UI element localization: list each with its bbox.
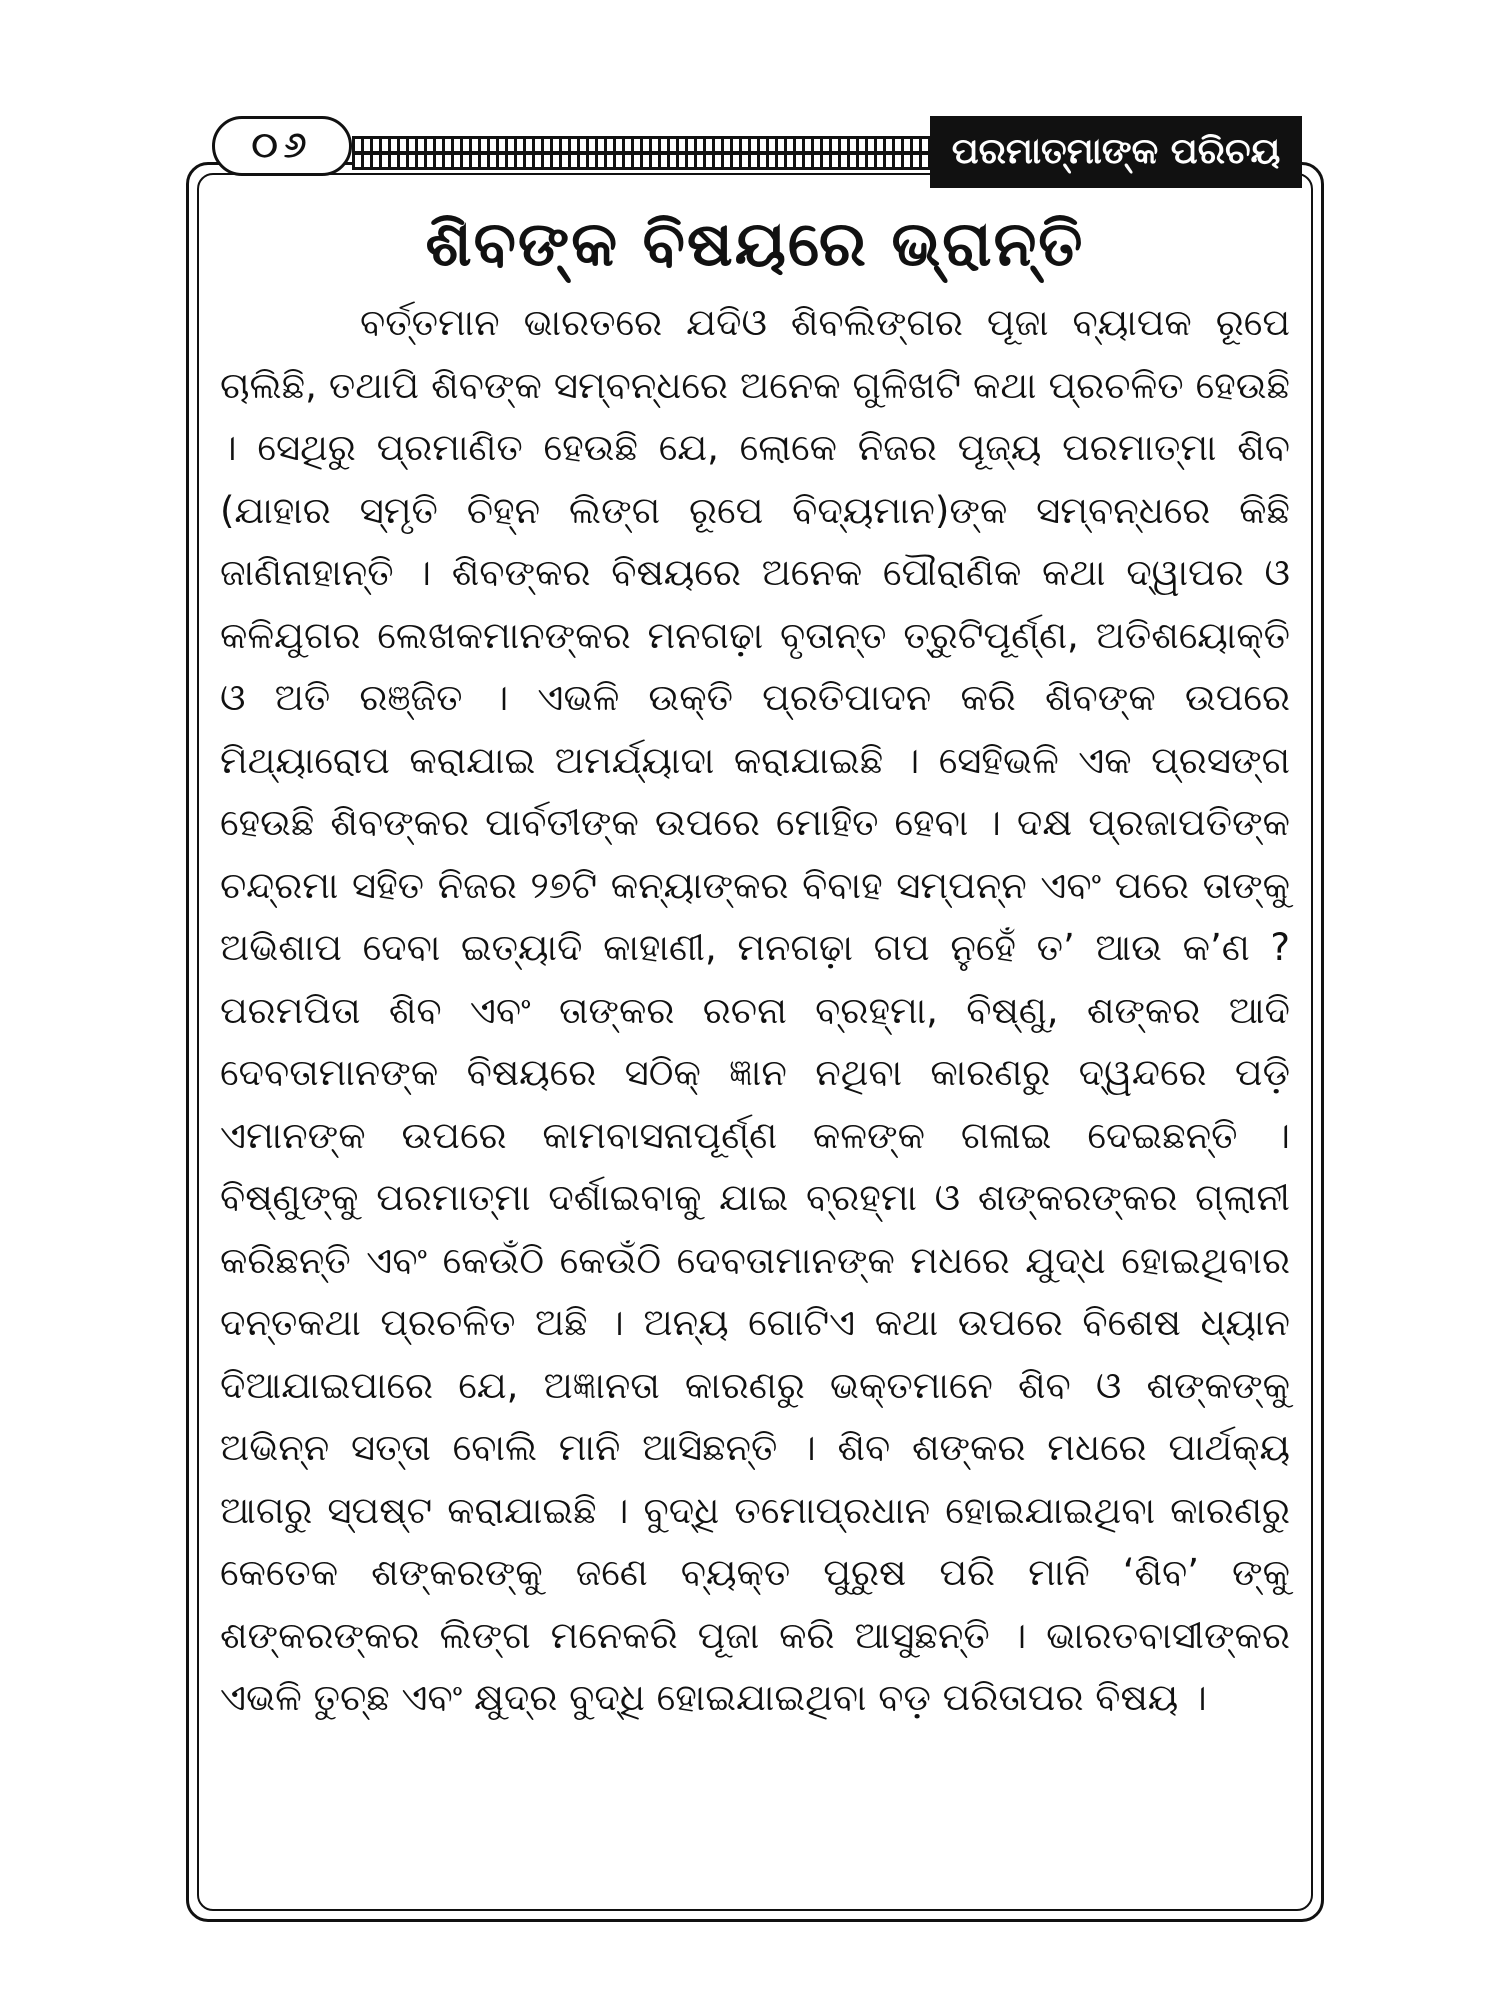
chapter-title-label: ପରମାତ୍ମାଙ୍କ ପରିଚୟ bbox=[930, 116, 1302, 188]
article-title: ଶିବଙ୍କ ବିଷୟରେ ଭ୍ରାନ୍ତି bbox=[425, 207, 1085, 280]
page-number: ୦୬ bbox=[212, 116, 352, 176]
header-decorative-bar bbox=[352, 136, 930, 170]
article-paragraph: ବର୍ତ୍ତମାନ ଭାରତରେ ଯଦିଓ ଶିବଲିଙ୍ଗର ପୂଜା ବ୍ୟାପକ ରୂପେ ଚାଲିଛି, ତଥାପି ଶିବଙ୍କ ସମ୍ବନ୍ଧରେ ଅନେକ ଗୁଳିଖଟି କଥା ପ୍ରଚଳିତ ହେଉଛି । ସେଥିରୁ ପ୍ରମାଣିତ ହେଉଛି ଯେ, ଲୋକେ ନିଜର ପୂଜ୍ୟ ପରମାତ୍ମା ଶିବ (ଯାହାର ସ୍ମୃତି ଚିହ୍ନ ଲିଙ୍ଗ ରୂପେ ବିଦ୍ୟମାନ)ଙ୍କ ସମ୍ବନ୍ଧରେ କିଛି ଜାଣିନାହାନ୍ତି । ଶିବଙ୍କର ବିଷୟରେ ଅନେକ ପୌରାଣିକ କଥା ଦ୍ୱାପର ଓ କଳିଯୁଗର ଲେଖକମାନଙ୍କର ମନଗଢ଼ା ବୃତାନ୍ତ ତ୍ରୁଟିପୂର୍ଣ୍ଣ, ଅତିଶୟୋକ୍ତି ଓ ଅତି ରଞ୍ଜିତ । ଏଭଳି ଉକ୍ତି ପ୍ରତିପାଦନ କରି ଶିବଙ୍କ ଉପରେ ମିଥ୍ୟାରୋପ କରାଯାଇ ଅମର୍ଯ୍ୟାଦା କରାଯାଇଛି । ସେହିଭଳି ଏକ ପ୍ରସଙ୍ଗ ହେଉଛି ଶିବଙ୍କର ପାର୍ବତୀଙ୍କ ଉପରେ ମୋହିତ ହେବା । ଦକ୍ଷ ପ୍ରଜାପତିଙ୍କ ଚନ୍ଦ୍ରମା ସହିତ ନିଜର ୨୭ଟି କନ୍ୟାଙ୍କର ବିବାହ ସମ୍ପନ୍ନ ଏବଂ ପରେ ତାଙ୍କୁ ଅଭିଶାପ ଦେବା ଇତ୍ୟାଦି କାହାଣୀ, ମନଗଢ଼ା ଗପ ନୁହେଁ ତ’ ଆଉ କ’ଣ ? ପରମପିତା ଶିବ ଏବଂ ତାଙ୍କର ରଚନା ବ୍ରହ୍ମା, ବିଷ୍ଣୁ, ଶଙ୍କର ଆଦି ଦେବତାମାନଙ୍କ ବିଷୟରେ ସଠିକ୍ ଜ୍ଞାନ ନଥିବା କାରଣରୁ ଦ୍ୱନ୍ଦରେ ପଡ଼ି ଏମାନଙ୍କ ଉପରେ କାମବାସନାପୂର୍ଣ୍ଣ କଳଙ୍କ ଗଳାଇ ଦେଇଛନ୍ତି । ବିଷ୍ଣୁଙ୍କୁ ପରମାତ୍ମା ଦର୍ଶାଇବାକୁ ଯାଇ ବ୍ରହ୍ମା ଓ ଶଙ୍କରଙ୍କର ଗ୍ଲାନୀ କରିଛନ୍ତି ଏବଂ କେଉଁଠି କେଉଁଠି ଦେବତାମାନଙ୍କ ମଧରେ ଯୁଦ୍ଧ ହୋଇଥିବାର ଦନ୍ତକଥା ପ୍ରଚଳିତ ଅଛି । ଅନ୍ୟ ଗୋଟିଏ କଥା ଉପରେ ବିଶେଷ ଧ୍ୟାନ ଦିଆଯାଇପାରେ ଯେ, ଅଜ୍ଞାନତା କାରଣରୁ ଭକ୍ତମାନେ ଶିବ ଓ ଶଙ୍କଙ୍କୁ ଅଭିନ୍ନ ସତ୍ତା ବୋଲି ମାନି ଆସିଛନ୍ତି । ଶିବ ଶଙ୍କର ମଧରେ ପାର୍ଥକ୍ୟ ଆଗରୁ ସ୍ପଷ୍ଟ କରାଯାଇଛି । ବୁଦ୍ଧି ତମୋପ୍ରଧାନ ହୋଇଯାଇଥିବା କାରଣରୁ କେତେକ ଶଙ୍କରଙ୍କୁ ଜଣେ ବ୍ୟକ୍ତ ପୁରୁଷ ପରି ମାନି ‘ଶିବ’ ଙ୍କୁ ଶଙ୍କରଙ୍କର ଲିଙ୍ଗ ମନେକରି ପୂଜା କରି ଆସୁଛନ୍ତି । ଭାରତବାସୀଙ୍କର ଏଭଳି ତୁଚ୍ଛ ଏବଂ କ୍ଷୁଦ୍ର ବୁଦ୍ଧି ହୋଇଯାଇଥିବା ବଡ଼ ପରିତାପର ବିଷୟ । bbox=[220, 301, 1290, 1719]
